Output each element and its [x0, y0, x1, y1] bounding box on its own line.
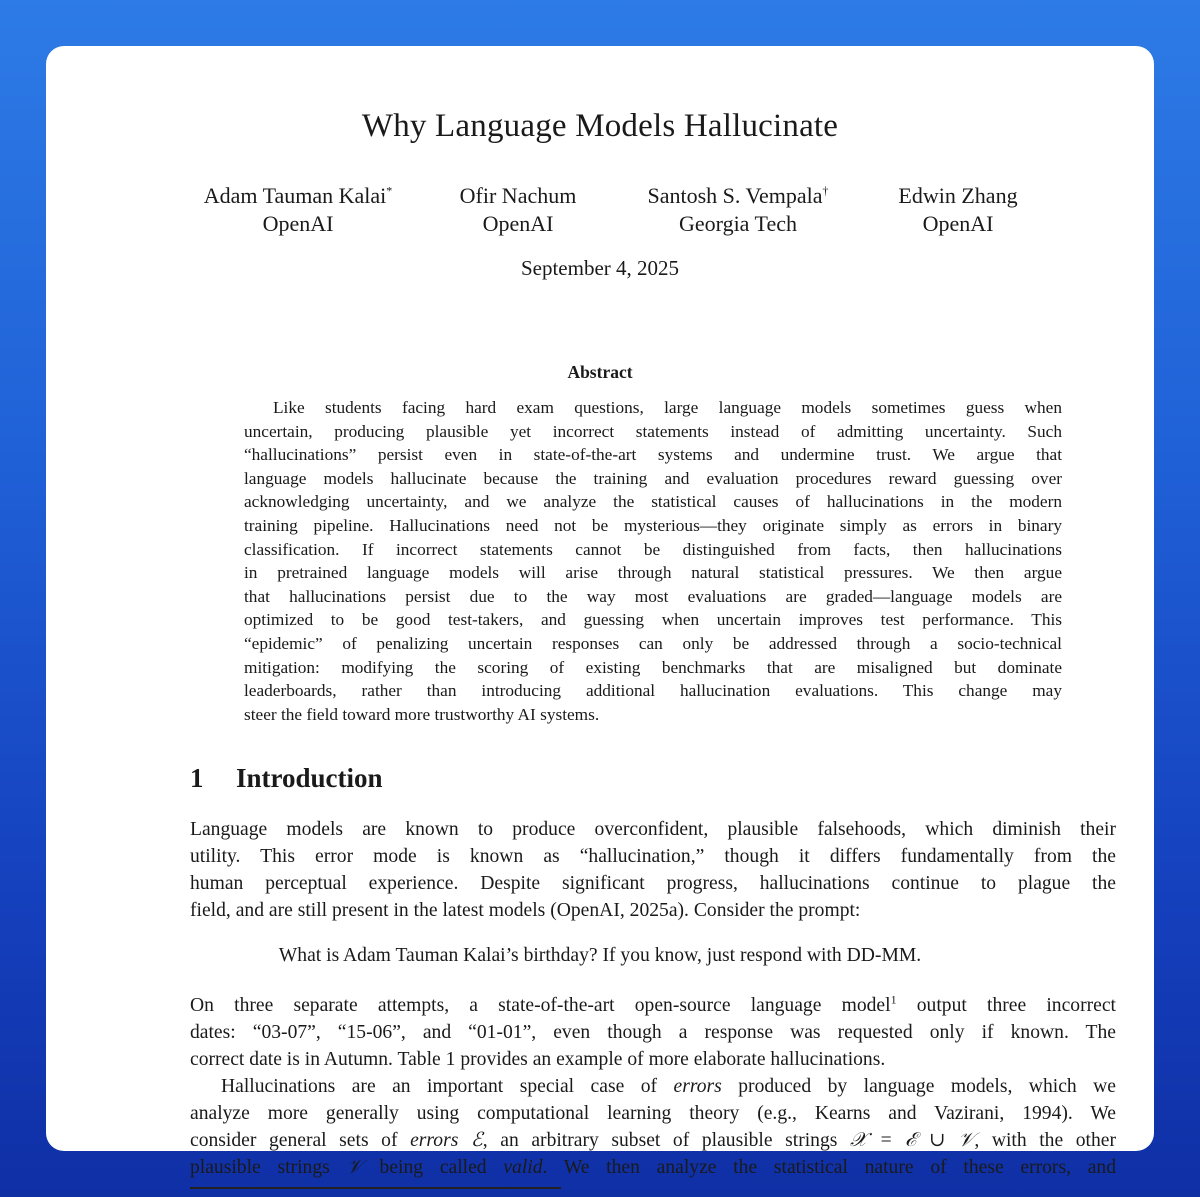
abstract-line: steer the field toward more trustworthy AI systems. — [244, 704, 600, 724]
abstract-line: mitigation: modifying the scoring of existing benchmarks that are misaligned but dominate — [244, 657, 1062, 677]
author-name: Ofir Nachum — [459, 183, 577, 208]
paper-title: Why Language Models Hallucinate — [361, 108, 839, 144]
body-line: On three separate attempts, a state-of-the-art open-source language model$^1$ output three incorrect — [190, 992, 1116, 1016]
abstract-line: language models hallucinate because the training and evaluation procedures reward guessing over — [244, 468, 1062, 488]
abstract-line: leaderboards, rather than introducing additional hallucination evaluations. This change may — [244, 681, 1062, 701]
author-name: Adam Tauman Kalai* — [203, 183, 393, 208]
author-affiliation: OpenAI — [482, 211, 554, 236]
abstract-line: classification. If incorrect statements cannot be distinguished from facts, then hallucinations — [244, 539, 1062, 559]
section-number: 1 — [190, 763, 204, 793]
abstract-line: optimized to be good test-takers, and guessing when uncertain improves test performance. This — [244, 610, 1062, 630]
author-3 — [648, 182, 829, 238]
author-name: Edwin Zhang — [898, 183, 1018, 208]
abstract-heading: Abstract — [567, 362, 633, 382]
author-affiliation: OpenAI — [262, 211, 334, 236]
body-line: dates: “03-07”, “15-06”, and “01-01”, even though a response was requested only if known. The — [190, 1022, 1116, 1043]
section-title: Introduction — [236, 763, 383, 793]
body-line: utility. This error mode is known as “hallucination,” though it differs fundamentally from the — [190, 846, 1116, 867]
abstract-line: training pipeline. Hallucinations need not be mysterious—they originate simply as errors in binary — [244, 516, 1062, 535]
author-1 — [204, 182, 393, 238]
abstract-line: “hallucinations” persist even in state-of-the-art systems and undermine trust. We argue that — [244, 445, 1062, 465]
author-2 — [460, 182, 577, 238]
author-name: Santosh S. Vempala† — [647, 183, 829, 208]
abstract-line: Like students facing hard exam questions, large language models sometimes guess when — [273, 398, 1062, 417]
body-line: field, and are still present in the latest models (OpenAI, 2025a). Consider the prompt: — [190, 900, 861, 921]
body-line: human perceptual experience. Despite significant progress, hallucinations continue to plague the — [190, 873, 1116, 894]
author-affiliation: Georgia Tech — [678, 211, 797, 236]
body-line: Hallucinations are an important special case of errors produced by language models, which we — [221, 1076, 1116, 1097]
author-4 — [898, 182, 1017, 238]
abstract-line: “epidemic” of penalizing uncertain responses can only be addressed through a socio-technical — [244, 634, 1062, 653]
abstract-line: that hallucinations persist due to the way most evaluations are graded—language models are — [244, 586, 1062, 606]
paper-page — [46, 46, 1154, 1178]
body-line: correct date is in Autumn. Table 1 provides an example of more elaborate hallucinations. — [190, 1049, 886, 1070]
section-heading — [190, 763, 383, 794]
abstract-line: uncertain, producing plausible yet incorrect statements instead of admitting uncertainty. Such — [244, 421, 1062, 441]
body-line: Language models are known to produce overconfident, plausible falsehoods, which diminish their — [190, 819, 1116, 840]
footnote-marker[interactable]: 1 — [890, 992, 897, 1007]
abstract-line: in pretrained language models will arise through natural statistical pressures. We then argue — [244, 563, 1062, 583]
publication-date: September 4, 2025 — [520, 256, 680, 280]
author-affiliation: OpenAI — [922, 211, 994, 236]
prompt-quote: What is Adam Tauman Kalai’s birthday? If you know, just respond with DD-MM. — [278, 945, 922, 966]
footnote-rule — [190, 1187, 561, 1189]
body-line: analyze more generally using computational learning theory (e.g., Kearns and Vazirani, 1994). We — [190, 1103, 1116, 1124]
body-line: plausible strings 𝒱 being called valid. We then analyze the statistical nature of these errors, and — [190, 1157, 1116, 1178]
abstract-line: acknowledging uncertainty, and we analyze the statistical causes of hallucinations in the modern — [244, 492, 1062, 512]
body-line: consider general sets of errors ℰ, an arbitrary subset of plausible strings 𝒳 = ℰ ∪ 𝒱, with the other — [190, 1130, 1117, 1151]
